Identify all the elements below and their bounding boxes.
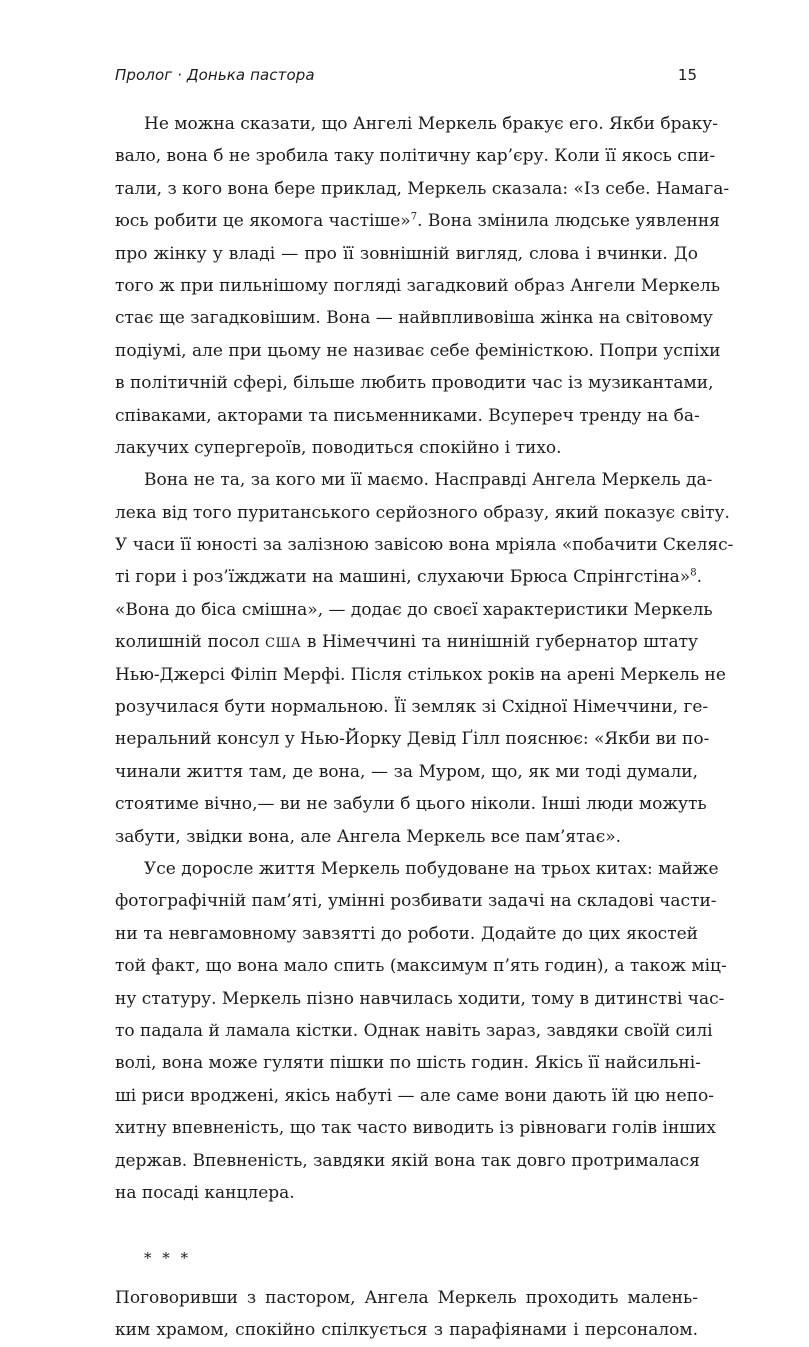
text-line: то падала й ламала кістки. Однак навіть зараз, завдяки своїй силі bbox=[115, 1020, 713, 1041]
text-line: стає ще загадковішим. Вона — найвпливовіша жінка на світовому bbox=[115, 308, 713, 329]
text-line: розучилася бути нормальною. Її земляк зі Східної Німеччини, ге- bbox=[115, 697, 709, 718]
text-segment: в Німеччині та нинішній губернатор штату bbox=[301, 632, 698, 653]
text-line: співаками, акторами та письменниками. Всупереч тренду на ба- bbox=[115, 405, 700, 426]
running-title: Пролог · Донька пастора bbox=[115, 66, 315, 84]
footnote-marker[interactable]: 7 bbox=[410, 211, 418, 223]
paragraph-2 bbox=[115, 464, 734, 853]
abbreviation: США bbox=[265, 636, 302, 652]
text-line: фотографічній пам’яті, умінні розбивати задачі на складові части- bbox=[115, 891, 717, 912]
text-line: ни та невгамовному завзятті до роботи. Додайте до цих якостей bbox=[115, 923, 698, 944]
spacer bbox=[115, 1274, 698, 1282]
body-text bbox=[115, 108, 734, 1347]
text-line: тали, з кого вона бере приклад, Меркель сказала: «Із себе. Намага- bbox=[115, 178, 730, 199]
text-segment: . Вона змінила людське уявлення bbox=[417, 211, 720, 232]
text-segment: . bbox=[696, 567, 702, 588]
text-line: «Вона до біса смішна», — додає до своєї характеристики Меркель bbox=[115, 599, 713, 620]
text-line: чинали життя там, де вона, — за Муром, що, як ми тоді думали, bbox=[115, 761, 698, 782]
page-number: 15 bbox=[677, 66, 697, 84]
text-line: ким храмом, спокійно спілкується з парафіянами і персоналом. bbox=[115, 1320, 698, 1341]
text-line: подіумі, але при цьому не називає себе феміністкою. Попри успіхи bbox=[115, 340, 721, 361]
text-line: ші риси вроджені, якісь набуті — але саме вони дають їй цю непо- bbox=[115, 1085, 714, 1106]
text-line: вало, вона б не зробила таку політичну кар’єру. Коли її якось спи- bbox=[115, 146, 716, 167]
section-break: * * * bbox=[144, 1248, 192, 1267]
text-segment: юсь робити це якомога частіше» bbox=[115, 211, 411, 232]
text-line: ну статуру. Меркель пізно навчилась ходити, тому в дитинстві час- bbox=[115, 988, 725, 1009]
text-line: того ж при пильнішому погляді загадковий образ Ангели Меркель bbox=[115, 275, 721, 296]
text-line: хитну впевненість, що так часто виводить із рівноваги голів інших bbox=[115, 1118, 717, 1139]
text-line: Вона не та, за кого ми її маємо. Насправді Ангела Меркель да- bbox=[144, 470, 713, 491]
text-line: лека від того пуританського серйозного образу, який показує світу. bbox=[115, 502, 730, 523]
text-line: Поговоривши з пастором, Ангела Меркель проходить малень- bbox=[115, 1288, 698, 1309]
text-line: Усе доросле життя Меркель побудоване на трьох китах: майже bbox=[144, 858, 719, 879]
text-line: лакучих супергероїв, поводиться спокійно і тихо. bbox=[115, 437, 562, 458]
text-line bbox=[115, 205, 720, 237]
paragraph-1 bbox=[115, 108, 730, 464]
text-line: в політичній сфері, більше любить проводити час із музикантами, bbox=[115, 373, 714, 394]
paragraph-4 bbox=[115, 1282, 698, 1347]
text-line: неральний консул у Нью-Йорку Девід Ґілл пояснює: «Якби ви по- bbox=[115, 729, 710, 750]
running-header bbox=[115, 66, 697, 90]
text-line: держав. Впевненість, завдяки якій вона так довго протрималася bbox=[115, 1150, 700, 1171]
text-line: забути, звідки вона, але Ангела Меркель все пам’ятає». bbox=[115, 826, 622, 847]
text-line bbox=[115, 561, 702, 593]
text-line: волі, вона може гуляти пішки по шість годин. Якісь її найсильні- bbox=[115, 1053, 701, 1074]
text-segment: ті гори і роз’їжджати на машині, слухаючи Брюса Спрінгстіна» bbox=[115, 567, 691, 588]
text-line bbox=[115, 626, 698, 658]
text-line: Нью-Джерсі Філіп Мерфі. Після стількох років на арені Меркель не bbox=[115, 664, 726, 685]
paragraph-3 bbox=[115, 853, 727, 1209]
text-line: на посаді канцлера. bbox=[115, 1182, 295, 1203]
text-line: Не можна сказати, що Ангелі Меркель бракує его. Якби браку- bbox=[144, 114, 718, 134]
text-line: той факт, що вона мало спить (максимум п’ять годин), а також міц- bbox=[115, 956, 727, 977]
text-segment: колишній посол bbox=[115, 632, 266, 653]
footnote-marker[interactable]: 8 bbox=[690, 567, 697, 579]
text-line: стоятиме вічно,— ви не забули б цього ніколи. Інші люди можуть bbox=[115, 794, 707, 815]
text-line: про жінку у владі — про її зовнішній вигляд, слова і вчинки. До bbox=[115, 243, 698, 264]
section-gap bbox=[115, 1209, 698, 1241]
text-line: У часи її юності за залізною завісою вона мріяла «побачити Скеляс- bbox=[115, 535, 734, 556]
